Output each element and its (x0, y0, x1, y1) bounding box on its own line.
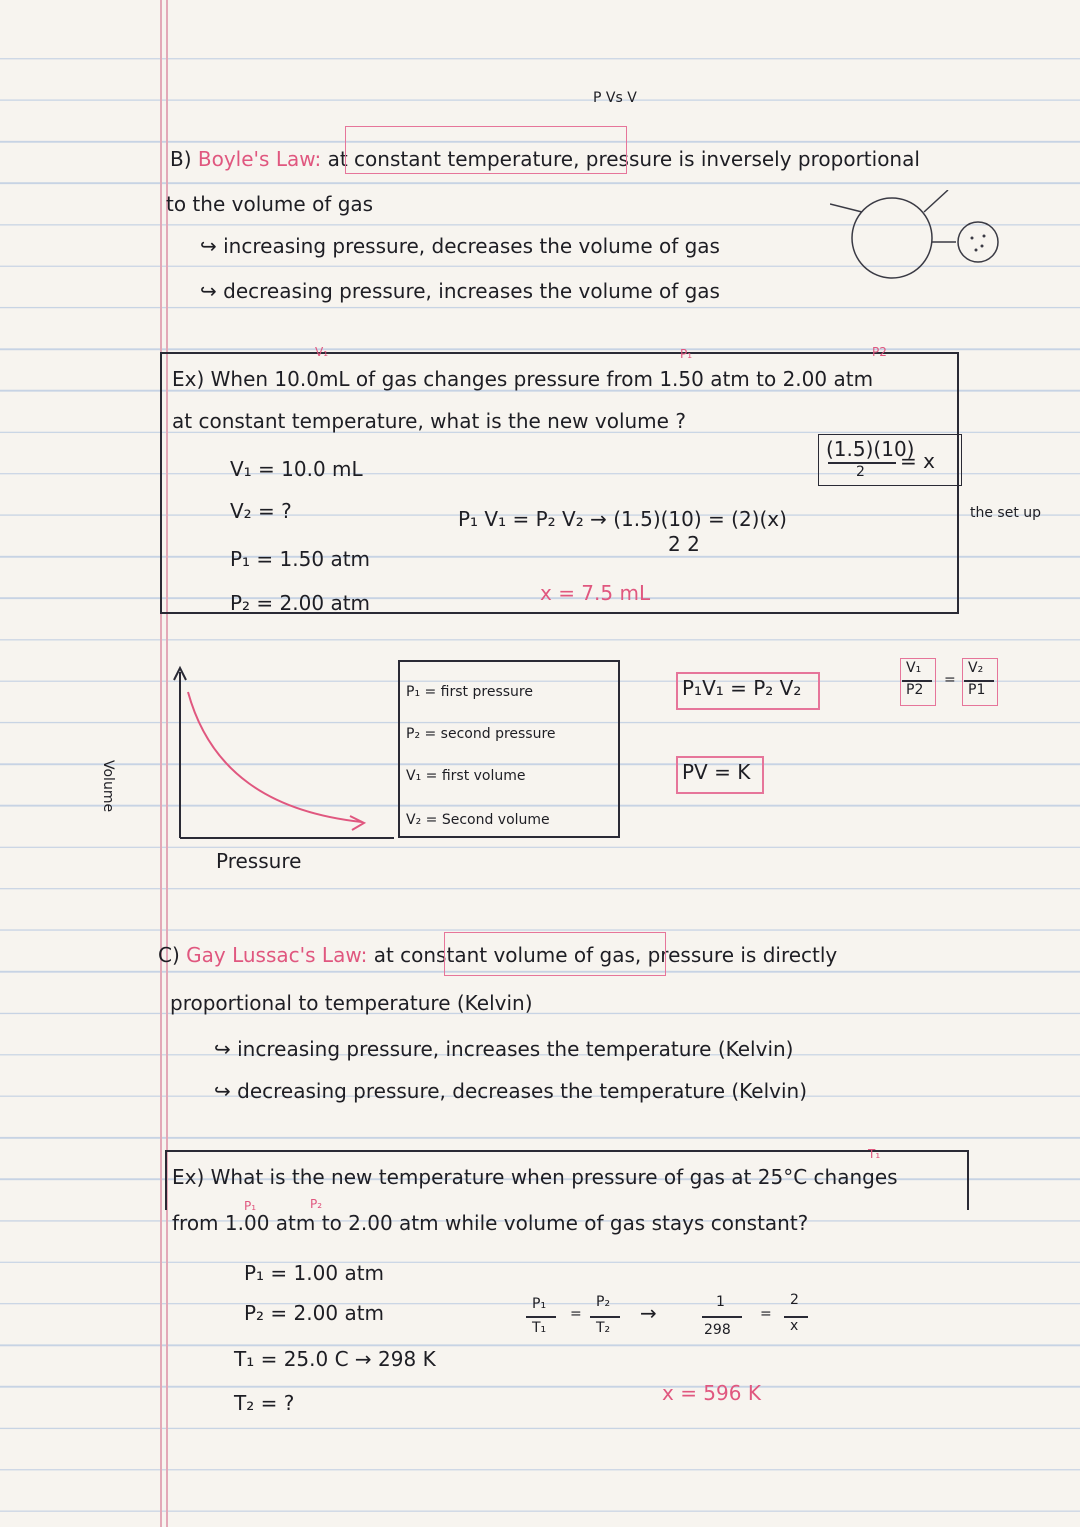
arrow-icon: ↪ (200, 234, 217, 258)
frac1-num: P₁ (532, 1296, 547, 1312)
boyle-definition-line-2: to the volume of gas (166, 192, 374, 216)
legend-item-1: P₁ = first pressure (406, 684, 533, 700)
example-2-answer: x = 596 K (662, 1381, 761, 1405)
setup-numerator: (1.5)(10) (826, 437, 915, 461)
example-2-question-2: from 1.00 atm to 2.00 atm while volume of gas stays constant? (172, 1211, 809, 1235)
label-v1: V₁ (315, 345, 329, 359)
label-t1: T₁ (868, 1147, 881, 1161)
boyle-prefix: B) (170, 147, 192, 171)
boyle-bullet-2: ↪ decreasing pressure, increases the volume of gas (200, 279, 720, 303)
legend-item-3: V₁ = first volume (406, 768, 526, 784)
gaylussac-definition: at constant volume of gas, pressure is directly (373, 943, 838, 967)
pv-k-formula: PV = K (682, 760, 751, 784)
highlight-box (345, 126, 627, 174)
label-p2: P2 (872, 345, 887, 359)
arrow-icon: → (640, 1301, 657, 1325)
label-p1: P₁ (244, 1199, 257, 1213)
fraction-bar (702, 1316, 742, 1318)
gaylussac-definition-line-2: proportional to temperature (Kelvin) (170, 991, 533, 1015)
given-p2: P₂ = 2.00 atm (244, 1301, 385, 1325)
ratio-right-den: P1 (968, 682, 986, 698)
arrow-icon: ↪ (200, 279, 217, 303)
given-p1: P₁ = 1.50 atm (230, 547, 371, 571)
given-v1: V₁ = 10.0 mL (230, 457, 363, 481)
arrow-icon: ↪ (214, 1079, 231, 1103)
boyle-bullet-1: ↪ increasing pressure, decreases the volume of gas (200, 234, 720, 258)
fraction-bar (526, 1316, 556, 1318)
example-2-question-1: Ex) What is the new temperature when pressure of gas at 25°C changes (172, 1165, 898, 1189)
frac2-den: T₂ (596, 1320, 611, 1336)
label-p2: P₂ (310, 1197, 323, 1211)
frac2-num: P₂ (596, 1294, 611, 1310)
boyle-formula: P₁V₁ = P₂ V₂ (682, 676, 802, 700)
gas-container-sketch (830, 190, 1010, 310)
graph-xlabel: Pressure (216, 849, 302, 873)
ratio-left-den: P2 (906, 682, 924, 698)
given-t2: T₂ = ? (234, 1391, 295, 1415)
legend-item-2: P₂ = second pressure (406, 726, 556, 742)
gaylussac-bullet-2: ↪ decreasing pressure, decreases the temperature (Kelvin) (214, 1079, 808, 1103)
graph-ylabel: Volume (100, 760, 116, 813)
example-1-answer: x = 7.5 mL (540, 581, 651, 605)
given-p2: P₂ = 2.00 atm (230, 591, 371, 615)
frac1-den: T₁ (532, 1320, 547, 1336)
label-p1: P₁ (680, 347, 693, 361)
ratio-equals: = (944, 672, 956, 688)
ratio-right-num: V₂ (968, 660, 984, 676)
gaylussac-prefix: C) (158, 943, 180, 967)
highlight-box (444, 932, 666, 976)
divide-twos: 2 2 (668, 532, 700, 556)
header-p-vs-v: P Vs V (593, 90, 637, 106)
setup-result: = x (900, 449, 935, 473)
gaylussac-bullet-1: ↪ increasing pressure, increases the temperature (Kelvin) (214, 1037, 794, 1061)
legend-item-4: V₂ = Second volume (406, 812, 550, 828)
setup-denominator: 2 (856, 464, 865, 480)
given-t1: T₁ = 25.0 C → 298 K (234, 1347, 436, 1371)
boyle-equation: P₁ V₁ = P₂ V₂ → (1.5)(10) = (2)(x) (458, 507, 787, 531)
given-p1: P₁ = 1.00 atm (244, 1261, 385, 1285)
example-1-question-1: Ex) When 10.0mL of gas changes pressure from 1.50 atm to 2.00 atm (172, 367, 874, 391)
frac4-num: 2 (790, 1292, 799, 1308)
arrow-icon: ↪ (214, 1037, 231, 1061)
frac-eq-2: = (760, 1306, 772, 1322)
frac-eq: = (570, 1306, 582, 1322)
frac3-num: 1 (716, 1294, 725, 1310)
fraction-bar (590, 1316, 620, 1318)
ratio-left-num: V₁ (906, 660, 922, 676)
given-v2: V₂ = ? (230, 499, 292, 523)
gaylussac-name: Gay Lussac's Law: (186, 943, 368, 967)
frac4-den: x (790, 1318, 799, 1334)
frac3-den: 298 (704, 1322, 731, 1338)
volume-pressure-graph (140, 662, 400, 852)
side-note: the set up (970, 505, 1042, 521)
boyle-name: Boyle's Law: (197, 147, 322, 171)
example-1-question-2: at constant temperature, what is the new volume ? (172, 409, 686, 433)
boyle-definition: at constant temperature, pressure is inversely proportional (327, 147, 920, 171)
